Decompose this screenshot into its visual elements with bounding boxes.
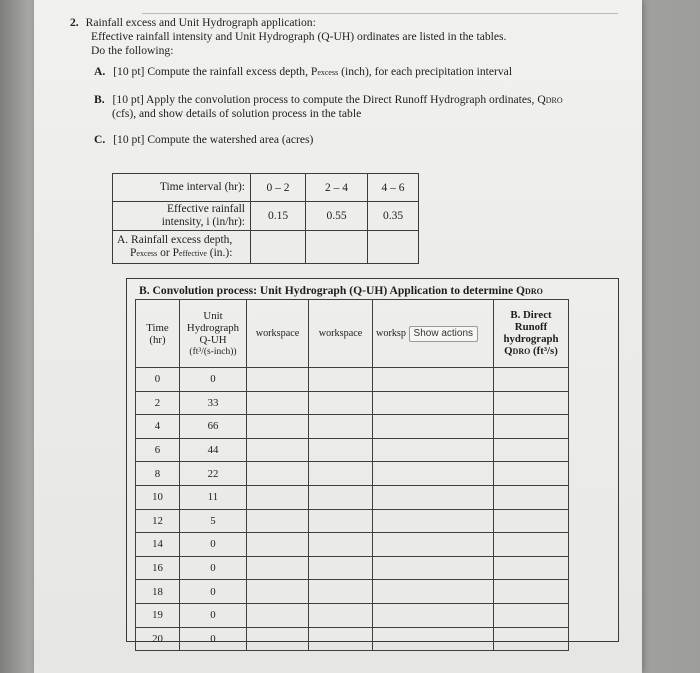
direct-runoff-cell[interactable]: [494, 556, 569, 580]
time-cell: 10: [136, 485, 180, 509]
intensity-cell: 0.15: [251, 202, 306, 231]
table-row: [136, 627, 569, 651]
unit-hydrograph-cell: 0: [180, 603, 247, 627]
part-a-text: [10 pt] Compute the rainfall excess depth, Pexcess (inch), for each precipitation interval: [113, 65, 513, 78]
unit-hydrograph-cell: 5: [180, 509, 247, 533]
workspace-cell[interactable]: [309, 627, 373, 651]
workspace-cell[interactable]: [309, 391, 373, 415]
workspace-cell[interactable]: [373, 462, 494, 486]
part-c: [94, 133, 313, 147]
workspace-cell[interactable]: [373, 391, 494, 415]
workspace-cell[interactable]: [373, 627, 494, 651]
intensity-cell: 0.55: [306, 202, 368, 231]
table-row: [136, 556, 569, 580]
workspace-cell[interactable]: [309, 368, 373, 392]
question-header: [70, 16, 316, 30]
part-b-text: [10 pt] Apply the convolution process to compute the Direct Runoff Hydrograph ordinates, QDRO: [112, 93, 563, 106]
workspace-header-2: workspace: [309, 300, 373, 368]
excess-depth-answer-cell[interactable]: [306, 231, 368, 264]
unit-hydrograph-cell: 0: [180, 533, 247, 557]
part-a: [94, 65, 512, 80]
workspace-cell[interactable]: [247, 485, 309, 509]
direct-runoff-cell[interactable]: [494, 509, 569, 533]
workspace-cell[interactable]: [309, 462, 373, 486]
interval-cell: 4 – 6: [368, 174, 419, 202]
unit-hydrograph-header: Unit Hydrograph Q-UH (ft³/(s-inch)): [180, 300, 247, 368]
workspace-cell[interactable]: [373, 485, 494, 509]
show-actions-button[interactable]: Show actions: [409, 326, 478, 342]
workspace-cell[interactable]: [309, 509, 373, 533]
direct-runoff-cell[interactable]: [494, 462, 569, 486]
convolution-title: B. Convolution process: Unit Hydrograph (Q-UH) Application to determine QDRO: [139, 284, 543, 297]
question-line-2: Effective rainfall intensity and Unit Hydrograph (Q-UH) ordinates are listed in the tables.: [91, 30, 507, 43]
direct-runoff-cell[interactable]: [494, 391, 569, 415]
time-cell: 19: [136, 603, 180, 627]
part-b-line-2: (cfs), and show details of solution process in the table: [112, 107, 362, 120]
question-line-3: Do the following:: [91, 44, 174, 57]
time-cell: 18: [136, 580, 180, 604]
table-row: [136, 438, 569, 462]
workspace-cell[interactable]: [247, 368, 309, 392]
workspace-cell[interactable]: [309, 533, 373, 557]
time-header: Time (hr): [136, 300, 180, 368]
time-cell: 6: [136, 438, 180, 462]
workspace-cell[interactable]: [373, 556, 494, 580]
worksheet-paper: [34, 0, 642, 673]
unit-hydrograph-cell: 0: [180, 368, 247, 392]
time-cell: 2: [136, 391, 180, 415]
direct-runoff-cell[interactable]: [494, 438, 569, 462]
table-row: [136, 603, 569, 627]
excess-depth-answer-cell[interactable]: [251, 231, 306, 264]
workspace-cell[interactable]: [373, 509, 494, 533]
workspace-cell[interactable]: [309, 603, 373, 627]
table-row: [136, 533, 569, 557]
workspace-cell[interactable]: [247, 391, 309, 415]
workspace-header-3: worksp Show actions: [373, 300, 494, 368]
time-interval-label: Time interval (hr):: [113, 174, 251, 202]
unit-hydrograph-cell: 0: [180, 556, 247, 580]
workspace-cell[interactable]: [247, 509, 309, 533]
unit-hydrograph-cell: 0: [180, 627, 247, 651]
workspace-cell[interactable]: [373, 603, 494, 627]
direct-runoff-cell[interactable]: [494, 580, 569, 604]
workspace-cell[interactable]: [309, 485, 373, 509]
workspace-cell[interactable]: [309, 415, 373, 439]
table-row: [136, 368, 569, 392]
rainfall-table: [112, 173, 419, 264]
workspace-cell[interactable]: [247, 533, 309, 557]
table-row: [136, 580, 569, 604]
question-title: Rainfall excess and Unit Hydrograph application:: [85, 16, 316, 29]
unit-hydrograph-cell: 33: [180, 391, 247, 415]
convolution-table-body: [136, 368, 569, 651]
excess-depth-label: A. Rainfall excess depth, Pexcess or Peffective (in.):: [113, 231, 251, 264]
workspace-cell[interactable]: [373, 533, 494, 557]
direct-runoff-cell[interactable]: [494, 368, 569, 392]
top-rule: [142, 13, 618, 14]
direct-runoff-cell[interactable]: [494, 415, 569, 439]
direct-runoff-cell[interactable]: [494, 485, 569, 509]
unit-hydrograph-cell: 44: [180, 438, 247, 462]
excess-depth-answer-cell[interactable]: [368, 231, 419, 264]
direct-runoff-cell[interactable]: [494, 603, 569, 627]
time-cell: 20: [136, 627, 180, 651]
time-cell: 16: [136, 556, 180, 580]
workspace-cell[interactable]: [247, 438, 309, 462]
table-row: [136, 485, 569, 509]
part-c-text: [10 pt] Compute the watershed area (acres): [113, 133, 314, 146]
part-b-label: B.: [94, 93, 105, 106]
intensity-label: Effective rainfall intensity, i (in/hr):: [113, 202, 251, 231]
time-cell: 4: [136, 415, 180, 439]
unit-hydrograph-cell: 11: [180, 485, 247, 509]
part-b: [94, 93, 563, 108]
table-row: [136, 415, 569, 439]
direct-runoff-cell[interactable]: [494, 627, 569, 651]
interval-cell: 0 – 2: [251, 174, 306, 202]
workspace-cell[interactable]: [373, 580, 494, 604]
direct-runoff-cell[interactable]: [494, 533, 569, 557]
table-row: [136, 462, 569, 486]
workspace-cell[interactable]: [373, 438, 494, 462]
interval-cell: 2 – 4: [306, 174, 368, 202]
question-number: 2.: [70, 16, 79, 29]
workspace-cell[interactable]: [247, 556, 309, 580]
table-row: [136, 391, 569, 415]
workspace-cell[interactable]: [309, 556, 373, 580]
intensity-cell: 0.35: [368, 202, 419, 231]
workspace-header-1: workspace: [247, 300, 309, 368]
direct-runoff-header: B. Direct Runoff hydrograph QDRO (ft³/s): [494, 300, 569, 368]
unit-hydrograph-cell: 22: [180, 462, 247, 486]
workspace-cell[interactable]: [247, 462, 309, 486]
workspace-cell[interactable]: [373, 415, 494, 439]
workspace-cell[interactable]: [247, 415, 309, 439]
part-c-label: C.: [94, 133, 106, 146]
time-cell: 8: [136, 462, 180, 486]
part-a-label: A.: [94, 65, 106, 78]
convolution-table: [135, 299, 569, 651]
time-cell: 14: [136, 533, 180, 557]
workspace-cell[interactable]: [309, 580, 373, 604]
time-cell: 0: [136, 368, 180, 392]
workspace-cell[interactable]: [247, 603, 309, 627]
workspace-cell[interactable]: [373, 368, 494, 392]
workspace-cell[interactable]: [247, 627, 309, 651]
workspace-cell[interactable]: [247, 580, 309, 604]
time-cell: 12: [136, 509, 180, 533]
workspace-cell[interactable]: [309, 438, 373, 462]
unit-hydrograph-cell: 0: [180, 580, 247, 604]
table-row: [136, 509, 569, 533]
convolution-box: [126, 278, 619, 645]
unit-hydrograph-cell: 66: [180, 415, 247, 439]
